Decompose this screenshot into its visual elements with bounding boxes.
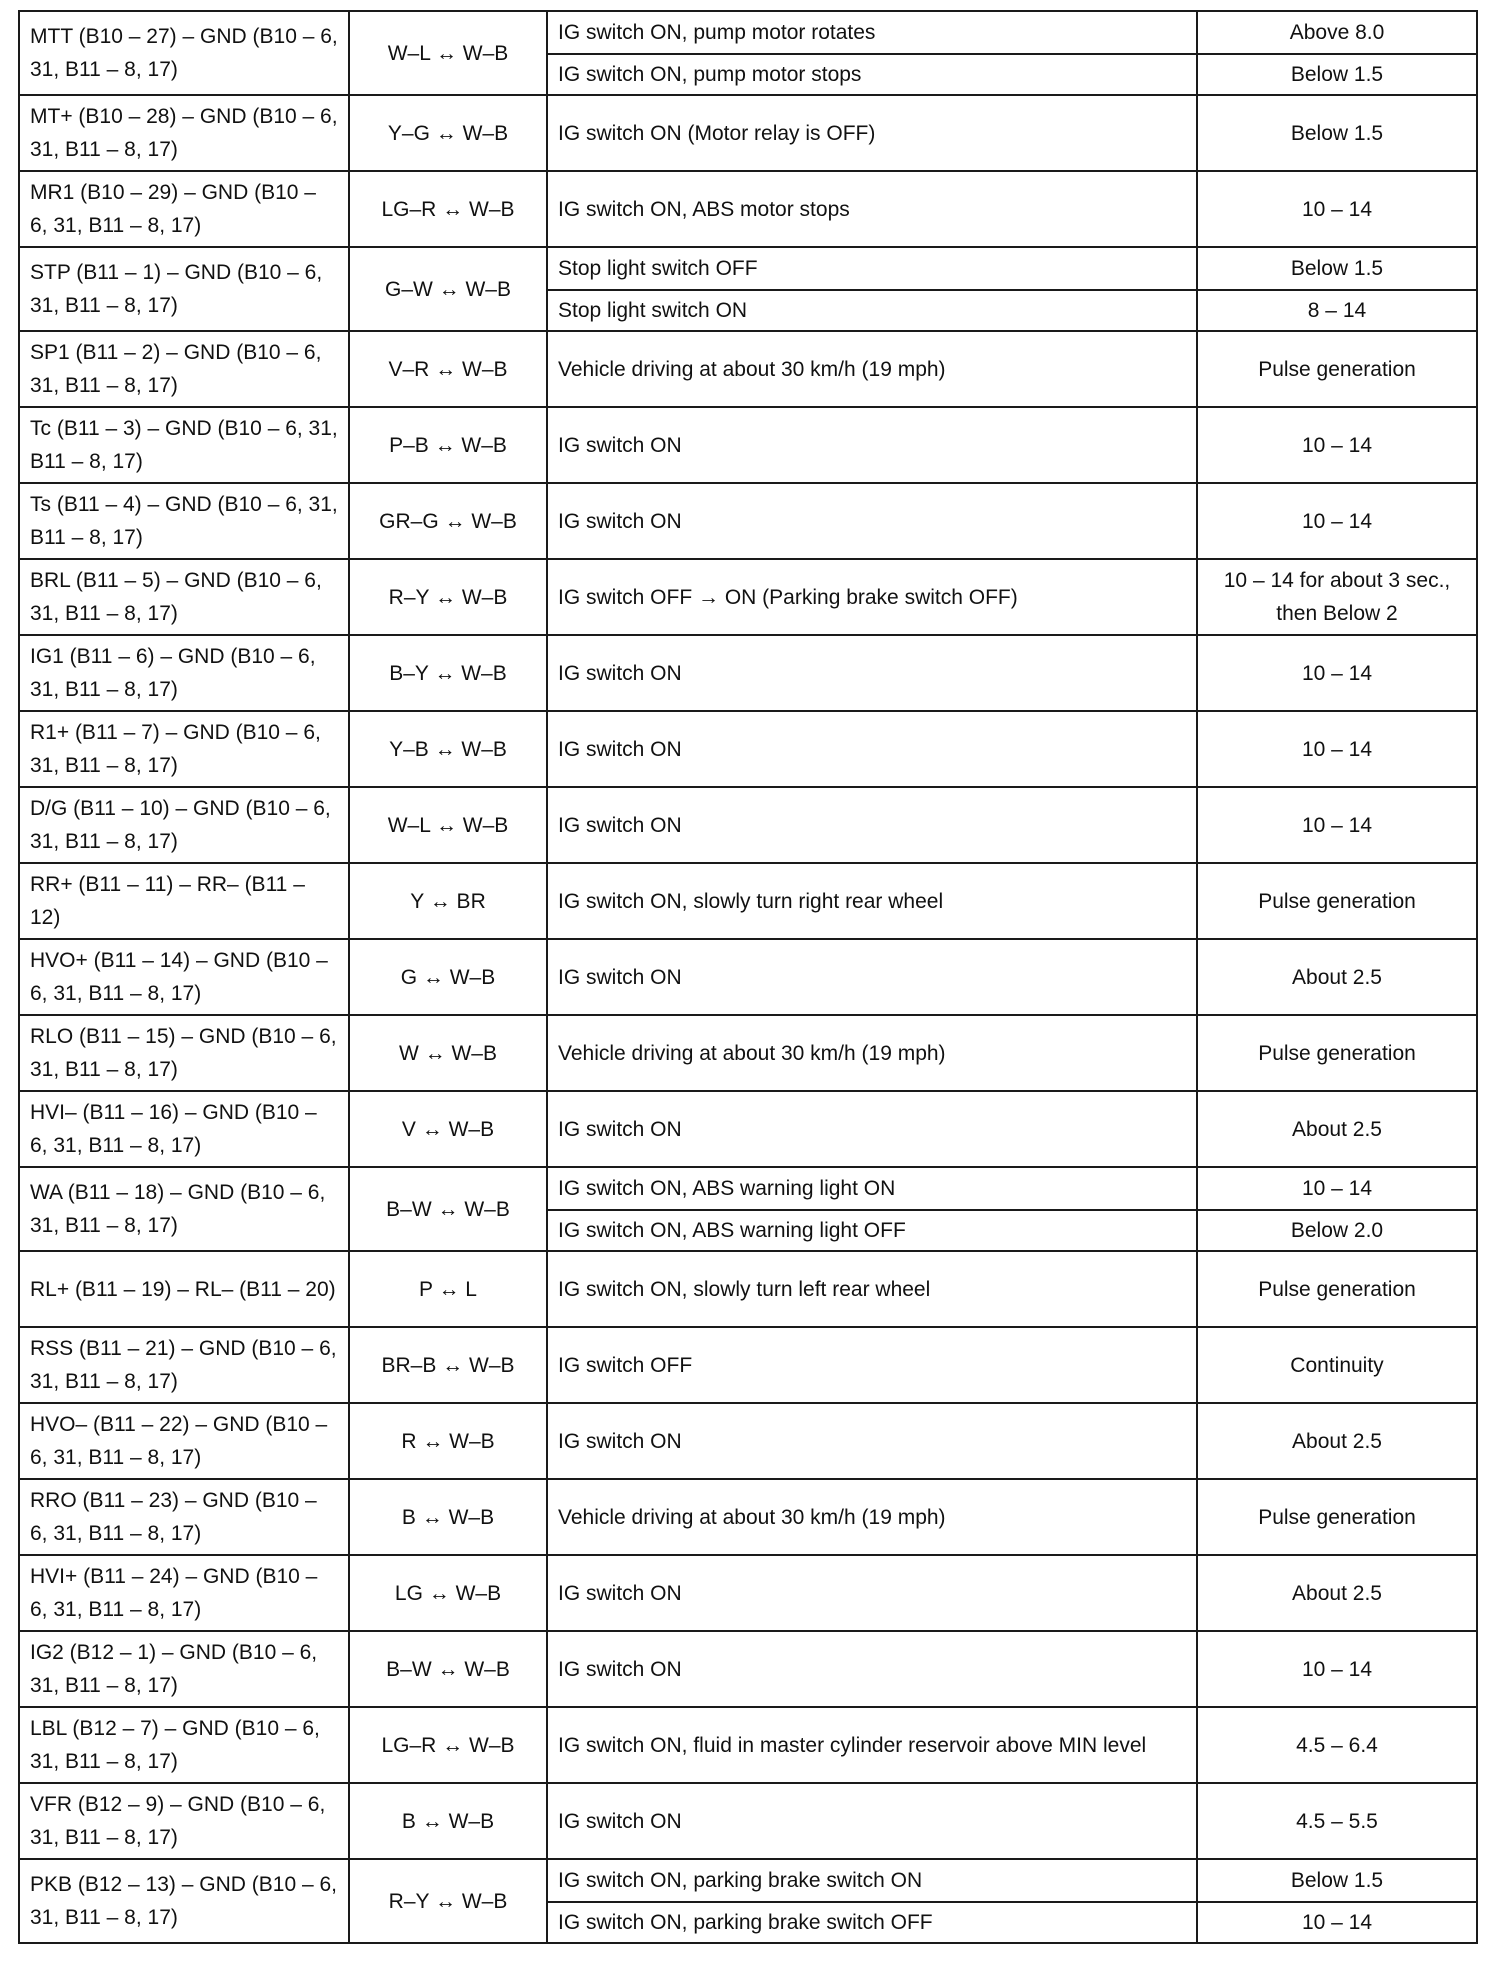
table-row [19,1015,1477,1091]
wiring-color-cell: BR–B ↔ W–B [349,1327,547,1403]
specified-condition-cell: About 2.5 [1197,939,1477,1015]
specified-condition-cell: 10 – 14 [1197,1631,1477,1707]
wiring-color-cell: W ↔ W–B [349,1015,547,1091]
wiring-color-cell: Y ↔ BR [349,863,547,939]
table-row [19,1707,1477,1783]
specified-condition-cell: Below 1.5 [1197,95,1477,171]
table-row [19,1859,1477,1902]
table-row [19,1251,1477,1327]
wiring-color-cell: Y–G ↔ W–B [349,95,547,171]
terminal-cell: HVI+ (B11 – 24) – GND (B10 – 6, 31, B11 – 8, 17) [19,1555,349,1631]
wiring-color-cell: V–R ↔ W–B [349,331,547,407]
specified-condition-cell: Pulse generation [1197,331,1477,407]
specified-condition-cell: About 2.5 [1197,1403,1477,1479]
condition-cell: Vehicle driving at about 30 km/h (19 mph) [547,1479,1197,1555]
condition-cell: IG switch ON [547,1403,1197,1479]
terminal-inspection-sheet [18,10,1476,1944]
condition-cell: IG switch ON, fluid in master cylinder reservoir above MIN level [547,1707,1197,1783]
table-row [19,1167,1477,1210]
condition-cell: Stop light switch OFF [547,247,1197,290]
table-row [19,1555,1477,1631]
terminal-cell: R1+ (B11 – 7) – GND (B10 – 6, 31, B11 – 8, 17) [19,711,349,787]
specified-condition-cell: 10 – 14 [1197,787,1477,863]
wiring-color-cell: B ↔ W–B [349,1479,547,1555]
specified-condition-cell: Continuity [1197,1327,1477,1403]
condition-cell: IG switch ON [547,407,1197,483]
specified-condition-cell: 10 – 14 for about 3 sec., then Below 2 [1197,559,1477,635]
condition-cell: IG switch OFF [547,1327,1197,1403]
table-row [19,939,1477,1015]
terminal-cell: D/G (B11 – 10) – GND (B10 – 6, 31, B11 – 8, 17) [19,787,349,863]
table-row [19,1091,1477,1167]
condition-cell: Vehicle driving at about 30 km/h (19 mph) [547,331,1197,407]
wiring-color-cell: B–Y ↔ W–B [349,635,547,711]
specified-condition-cell: About 2.5 [1197,1555,1477,1631]
terminal-cell: IG2 (B12 – 1) – GND (B10 – 6, 31, B11 – 8, 17) [19,1631,349,1707]
table-row [19,483,1477,559]
terminal-cell: RRO (B11 – 23) – GND (B10 – 6, 31, B11 – 8, 17) [19,1479,349,1555]
specified-condition-cell: Pulse generation [1197,1015,1477,1091]
terminal-cell: RLO (B11 – 15) – GND (B10 – 6, 31, B11 – 8, 17) [19,1015,349,1091]
condition-cell: IG switch ON [547,939,1197,1015]
wiring-color-cell: W–L ↔ W–B [349,11,547,95]
table-row [19,247,1477,290]
terminal-cell: IG1 (B11 – 6) – GND (B10 – 6, 31, B11 – 8, 17) [19,635,349,711]
wiring-color-cell: Y–B ↔ W–B [349,711,547,787]
specified-condition-cell: 10 – 14 [1197,1902,1477,1943]
wiring-color-cell: B–W ↔ W–B [349,1631,547,1707]
wiring-color-cell: B–W ↔ W–B [349,1167,547,1251]
terminal-cell: MTT (B10 – 27) – GND (B10 – 6, 31, B11 – 8, 17) [19,11,349,95]
condition-cell: IG switch ON [547,1783,1197,1859]
table-row [19,1403,1477,1479]
table-row [19,1327,1477,1403]
condition-cell: IG switch ON, ABS warning light OFF [547,1210,1197,1251]
wiring-color-cell: B ↔ W–B [349,1783,547,1859]
condition-cell: Vehicle driving at about 30 km/h (19 mph) [547,1015,1197,1091]
specified-condition-cell: 10 – 14 [1197,483,1477,559]
condition-cell: IG switch ON, ABS warning light ON [547,1167,1197,1210]
specified-condition-cell: Below 2.0 [1197,1210,1477,1251]
terminal-cell: Tc (B11 – 3) – GND (B10 – 6, 31, B11 – 8, 17) [19,407,349,483]
table-row [19,635,1477,711]
terminal-cell: SP1 (B11 – 2) – GND (B10 – 6, 31, B11 – 8, 17) [19,331,349,407]
specified-condition-cell: 4.5 – 5.5 [1197,1783,1477,1859]
terminal-cell: WA (B11 – 18) – GND (B10 – 6, 31, B11 – 8, 17) [19,1167,349,1251]
table-row [19,787,1477,863]
wiring-color-cell: W–L ↔ W–B [349,787,547,863]
wiring-color-cell: P ↔ L [349,1251,547,1327]
terminal-cell: HVO– (B11 – 22) – GND (B10 – 6, 31, B11 – 8, 17) [19,1403,349,1479]
terminal-cell: HVI– (B11 – 16) – GND (B10 – 6, 31, B11 – 8, 17) [19,1091,349,1167]
condition-cell: IG switch ON, pump motor rotates [547,11,1197,54]
table-row [19,1479,1477,1555]
terminal-cell: HVO+ (B11 – 14) – GND (B10 – 6, 31, B11 – 8, 17) [19,939,349,1015]
condition-cell: IG switch ON [547,711,1197,787]
condition-cell: IG switch ON, slowly turn right rear wheel [547,863,1197,939]
table-body [19,11,1477,1943]
specified-condition-cell: 10 – 14 [1197,711,1477,787]
terminal-cell: MR1 (B10 – 29) – GND (B10 – 6, 31, B11 – 8, 17) [19,171,349,247]
specified-condition-cell: Below 1.5 [1197,1859,1477,1902]
specified-condition-cell: 10 – 14 [1197,635,1477,711]
wiring-color-cell: LG ↔ W–B [349,1555,547,1631]
specified-condition-cell: Below 1.5 [1197,54,1477,95]
wiring-color-cell: LG–R ↔ W–B [349,171,547,247]
condition-cell: IG switch ON, slowly turn left rear wheel [547,1251,1197,1327]
terminal-cell: MT+ (B10 – 28) – GND (B10 – 6, 31, B11 – 8, 17) [19,95,349,171]
wiring-color-cell: P–B ↔ W–B [349,407,547,483]
terminal-cell: RR+ (B11 – 11) – RR– (B11 – 12) [19,863,349,939]
wiring-color-cell: R–Y ↔ W–B [349,559,547,635]
specified-condition-cell: 10 – 14 [1197,171,1477,247]
terminal-cell: VFR (B12 – 9) – GND (B10 – 6, 31, B11 – 8, 17) [19,1783,349,1859]
terminal-cell: Ts (B11 – 4) – GND (B10 – 6, 31, B11 – 8, 17) [19,483,349,559]
condition-cell: Stop light switch ON [547,290,1197,331]
table-row [19,171,1477,247]
table-row [19,95,1477,171]
condition-cell: IG switch ON, pump motor stops [547,54,1197,95]
wiring-color-cell: GR–G ↔ W–B [349,483,547,559]
table-row [19,711,1477,787]
table-row [19,331,1477,407]
specified-condition-cell: 10 – 14 [1197,1167,1477,1210]
condition-cell: IG switch ON [547,1631,1197,1707]
specified-condition-cell: 8 – 14 [1197,290,1477,331]
condition-cell: IG switch OFF → ON (Parking brake switch OFF) [547,559,1197,635]
terminal-cell: LBL (B12 – 7) – GND (B10 – 6, 31, B11 – 8, 17) [19,1707,349,1783]
condition-cell: IG switch ON, parking brake switch ON [547,1859,1197,1902]
table-row [19,559,1477,635]
table-row [19,11,1477,54]
wiring-color-cell: G–W ↔ W–B [349,247,547,331]
condition-cell: IG switch ON [547,1091,1197,1167]
condition-cell: IG switch ON [547,787,1197,863]
table-row [19,1783,1477,1859]
specified-condition-cell: About 2.5 [1197,1091,1477,1167]
specified-condition-cell: Pulse generation [1197,1251,1477,1327]
condition-cell: IG switch ON, ABS motor stops [547,171,1197,247]
table-row [19,1631,1477,1707]
specified-condition-cell: 4.5 – 6.4 [1197,1707,1477,1783]
terminal-cell: BRL (B11 – 5) – GND (B10 – 6, 31, B11 – 8, 17) [19,559,349,635]
specified-condition-cell: Below 1.5 [1197,247,1477,290]
specified-condition-cell: 10 – 14 [1197,407,1477,483]
condition-cell: IG switch ON [547,483,1197,559]
wiring-color-cell: R–Y ↔ W–B [349,1859,547,1943]
condition-cell: IG switch ON [547,635,1197,711]
specified-condition-cell: Pulse generation [1197,863,1477,939]
table-row [19,407,1477,483]
specified-condition-cell: Pulse generation [1197,1479,1477,1555]
terminal-cell: RL+ (B11 – 19) – RL– (B11 – 20) [19,1251,349,1327]
wiring-color-cell: V ↔ W–B [349,1091,547,1167]
terminal-cell: STP (B11 – 1) – GND (B10 – 6, 31, B11 – 8, 17) [19,247,349,331]
terminal-voltage-table [18,10,1478,1944]
condition-cell: IG switch ON [547,1555,1197,1631]
terminal-cell: PKB (B12 – 13) – GND (B10 – 6, 31, B11 – 8, 17) [19,1859,349,1943]
table-row [19,863,1477,939]
wiring-color-cell: R ↔ W–B [349,1403,547,1479]
specified-condition-cell: Above 8.0 [1197,11,1477,54]
condition-cell: IG switch ON (Motor relay is OFF) [547,95,1197,171]
wiring-color-cell: LG–R ↔ W–B [349,1707,547,1783]
wiring-color-cell: G ↔ W–B [349,939,547,1015]
terminal-cell: RSS (B11 – 21) – GND (B10 – 6, 31, B11 – 8, 17) [19,1327,349,1403]
condition-cell: IG switch ON, parking brake switch OFF [547,1902,1197,1943]
